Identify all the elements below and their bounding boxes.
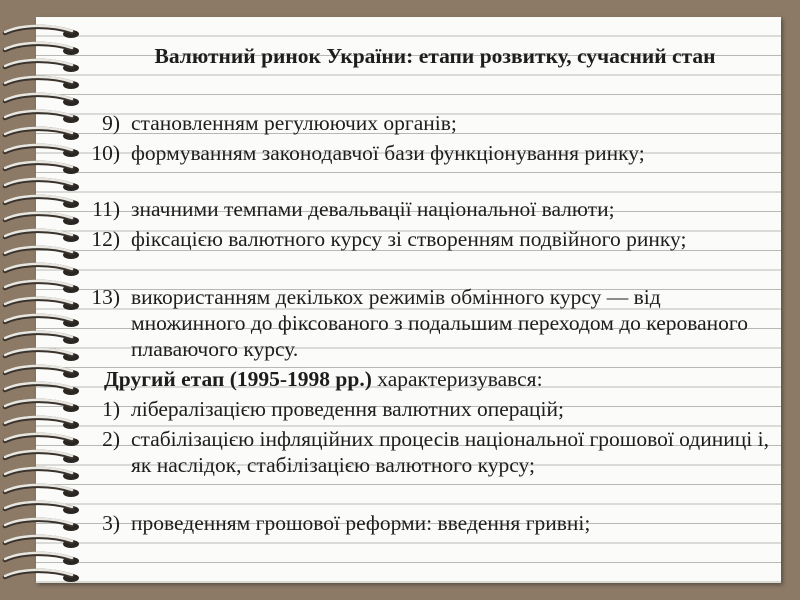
- list-item-text: значними темпами девальвації національної валюти;: [131, 197, 615, 221]
- list-item-number: 9): [102, 111, 120, 135]
- list-item-number: 3): [102, 511, 120, 535]
- list-item-number: 11): [92, 197, 120, 221]
- stage-heading-bold: Другий етап (1995-1998 рр.): [104, 367, 372, 391]
- list-item-text: стабілізацією інфляційних процесів національної грошової одиниці і, як наслідок, стабілізацією валютного курсу;: [131, 427, 769, 477]
- list-item-text: лібералізацією проведення валютних операцій;: [131, 397, 565, 421]
- list-item-number: 10): [91, 141, 120, 165]
- list-item-text: проведенням грошової реформи: введення гривні;: [131, 511, 591, 535]
- stage-heading-rest: характеризувався:: [371, 367, 543, 391]
- list-item-text: становленням регулюючих органів;: [131, 111, 457, 135]
- list-item-number: 2): [102, 427, 120, 451]
- list-item-number: 12): [91, 227, 120, 251]
- slide-title: Валютний ринок України: етапи розвитку, сучасний стан: [154, 44, 716, 68]
- list-item-text: використанням декількох режимів обмінного курсу — від множинного до фіксованого з подальшим переходом до керованого плаваючого курсу.: [131, 285, 748, 361]
- stage-heading: [104, 366, 784, 392]
- list-item-text: фіксацією валютного курсу зі створенням подвійного ринку;: [131, 227, 687, 251]
- list-item-number: 13): [91, 285, 120, 309]
- list-item-number: 1): [102, 397, 120, 421]
- list-item-text: формуванням законодавчої бази функціонування ринку;: [131, 141, 645, 165]
